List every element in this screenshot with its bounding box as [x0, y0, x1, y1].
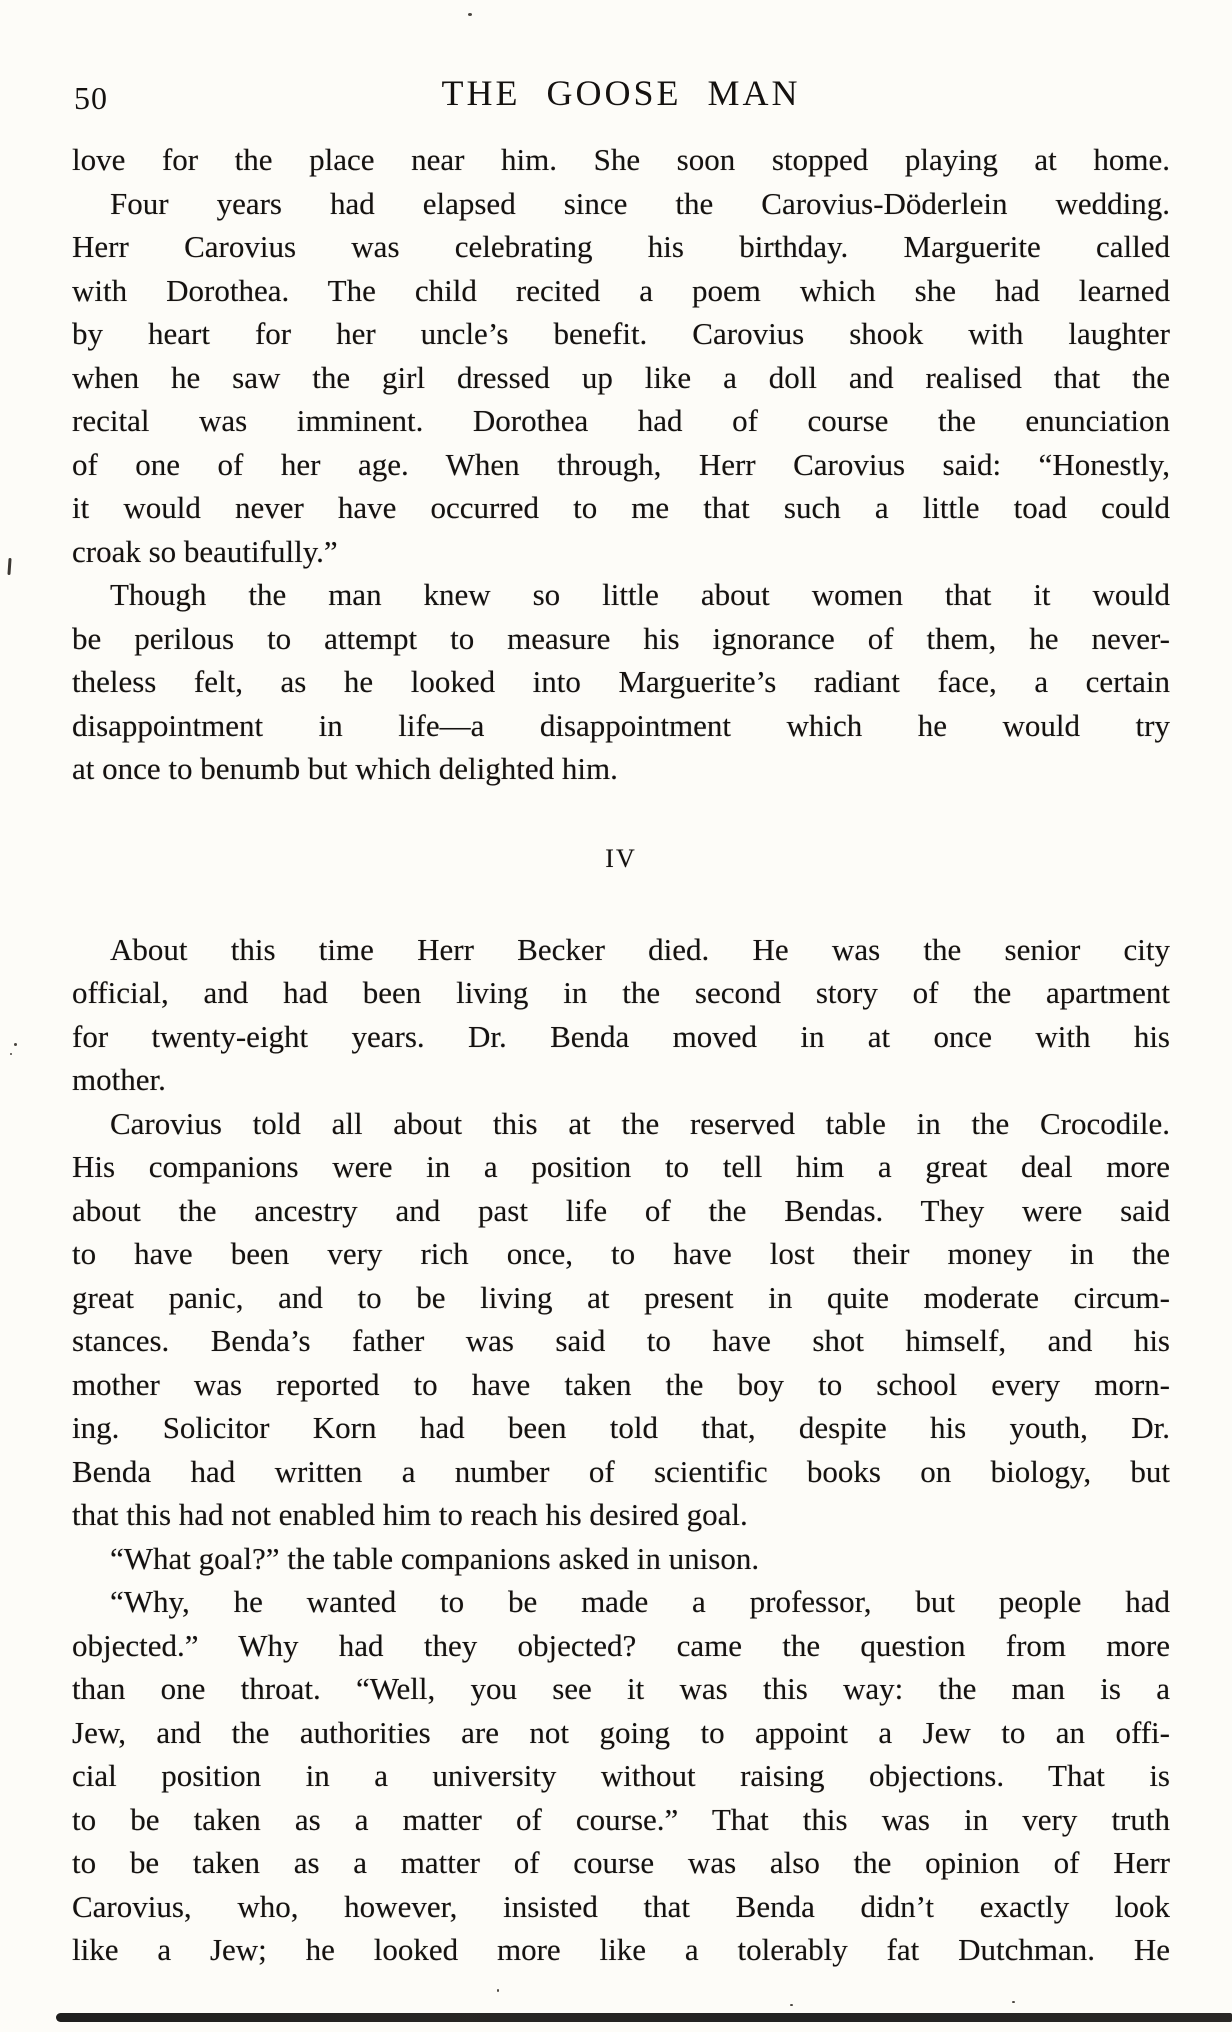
- text-paragraph: [72, 182, 1170, 574]
- text-line: love for the place near him. She soon stopped playing at home.: [72, 142, 1170, 177]
- text-line: disappointment in life—a disappointment which he would try: [72, 707, 1170, 743]
- text-line: of one of her age. When through, Herr Carovius said: “Honestly,: [72, 446, 1170, 482]
- text-line: for twenty-eight years. Dr. Benda moved in at once with his: [72, 1018, 1170, 1054]
- scan-artifact-bar: [56, 2013, 1232, 2022]
- text-line: stances. Benda’s father was said to have shot himself, and his: [72, 1323, 1170, 1358]
- text-line: His companions were in a position to tell him a great deal more: [72, 1149, 1170, 1184]
- scan-speck: [790, 2004, 793, 2006]
- text-paragraph: [72, 928, 1170, 1102]
- text-line: theless felt, as he looked into Marguerite’s radiant face, a certain: [72, 664, 1170, 699]
- text-line: objected.” Why had they objected? came the question from more: [72, 1627, 1170, 1663]
- text-line: cial position in a university without raising objections. That is: [72, 1758, 1170, 1793]
- text-line: with Dorothea. The child recited a poem which she had learned: [72, 272, 1170, 308]
- text-line: Herr Carovius was celebrating his birthday. Marguerite called: [72, 229, 1170, 264]
- text-line: Jew, and the authorities are not going to appoint a Jew to an offi-: [72, 1714, 1170, 1750]
- text-line: it would never have occurred to me that such a little toad could: [72, 490, 1170, 525]
- running-title: THE GOOSE MAN: [441, 73, 801, 113]
- scan-speck: [10, 1053, 12, 1055]
- text-line: recital was imminent. Dorothea had of course the enunciation: [72, 403, 1170, 438]
- text-line: when he saw the girl dressed up like a doll and realised that the: [72, 359, 1170, 395]
- text-paragraph: [72, 573, 1170, 791]
- section-heading: IV: [605, 843, 637, 873]
- scan-speck: [497, 1989, 499, 1992]
- text-line: croak so beautifully.”: [72, 533, 338, 569]
- text-line: Benda had written a number of scientific books on biology, but: [72, 1453, 1170, 1489]
- text-line: Carovius, who, however, insisted that Benda didn’t exactly look: [72, 1888, 1170, 1924]
- text-line: About this time Herr Becker died. He was the senior city: [110, 931, 1170, 967]
- scan-mark: [7, 558, 11, 575]
- text-line: be perilous to attempt to measure his ignorance of them, he never-: [72, 620, 1170, 656]
- text-line: Though the man knew so little about women that it would: [110, 577, 1170, 612]
- text-line: mother was reported to have taken the boy to school every morn-: [72, 1366, 1170, 1402]
- text-paragraph: [72, 1537, 1170, 1581]
- text-line: “Why, he wanted to be made a professor, but people had: [110, 1584, 1170, 1619]
- text-line: Carovius told all about this at the reserved table in the Crocodile.: [110, 1105, 1170, 1141]
- text-line: “What goal?” the table companions asked in unison.: [110, 1540, 760, 1576]
- text-line: than one throat. “Well, you see it was this way: the man is a: [72, 1671, 1170, 1706]
- scan-speck: [468, 13, 472, 16]
- text-line: to have been very rich once, to have lost their money in the: [72, 1236, 1170, 1271]
- text-line: to be taken as a matter of course was also the opinion of Herr: [72, 1845, 1170, 1880]
- text-line: about the ancestry and past life of the Bendas. They were said: [72, 1192, 1170, 1228]
- text-line: mother.: [72, 1062, 166, 1097]
- text-line: official, and had been living in the second story of the apartment: [72, 975, 1170, 1010]
- page-number: 50: [74, 80, 108, 116]
- text-line: Four years had elapsed since the Carovius-Döderlein wedding.: [110, 185, 1170, 221]
- page-header: [0, 0, 1232, 130]
- text-line: ing. Solicitor Korn had been told that, despite his youth, Dr.: [72, 1410, 1170, 1445]
- text-line: that this had not enabled him to reach his desired goal.: [72, 1497, 748, 1532]
- text-line: at once to benumb but which delighted him.: [72, 751, 618, 786]
- scan-speck: [14, 1043, 17, 1046]
- scan-speck: [1012, 2001, 1015, 2003]
- text-line: by heart for her uncle’s benefit. Carovius shook with laughter: [72, 316, 1170, 351]
- text-paragraph: [72, 138, 1170, 182]
- text-line: like a Jew; he looked more like a tolerably fat Dutchman. He: [72, 1932, 1170, 1967]
- text-block: [72, 138, 1170, 1972]
- text-line: to be taken as a matter of course.” That this was in very truth: [72, 1801, 1170, 1837]
- text-paragraph: [72, 1102, 1170, 1537]
- text-paragraph: [72, 1580, 1170, 1972]
- text-line: great panic, and to be living at present in quite moderate circum-: [72, 1279, 1170, 1315]
